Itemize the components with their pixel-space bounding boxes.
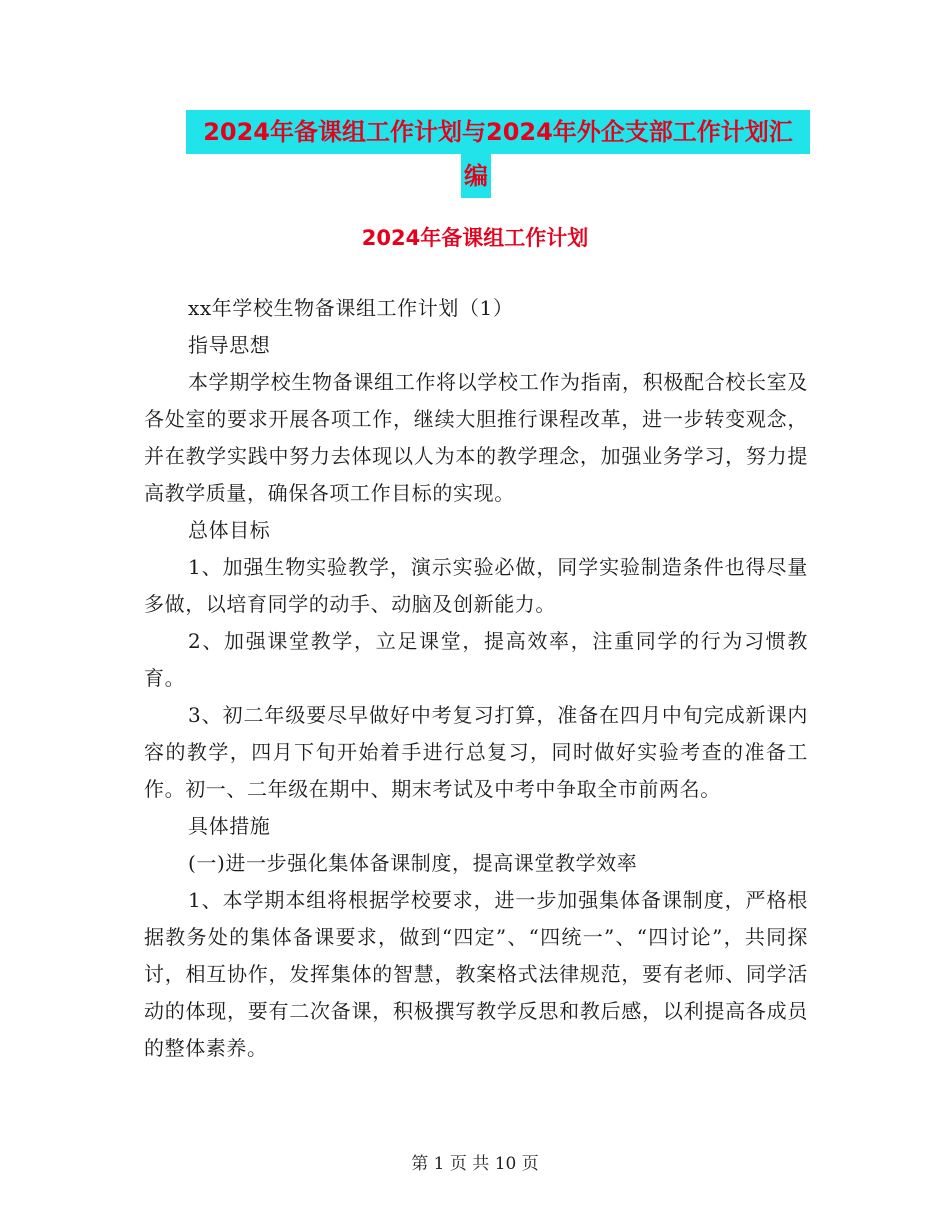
plan-subtitle: xx年学校生物备课组工作计划（1） — [188, 296, 514, 320]
document-title-line-2: 编 — [461, 154, 491, 198]
paragraph-goal-2: 2、加强课堂教学，立足课堂，提高效率，注重同学的行为习惯教育。 — [144, 629, 808, 690]
section-title: 2024年备课组工作计划 — [361, 226, 589, 250]
paragraph-goal-1: 1、加强生物实验教学，演示实验必做，同学实验制造条件也得尽量多做，以培育同学的动手、动脑及创新能力。 — [144, 555, 808, 616]
heading-specific-measures: 具体措施 — [188, 814, 271, 838]
heading-measure-1: (一)进一步强化集体备课制度，提高课堂教学效率 — [188, 851, 638, 875]
page-footer: 第 1 页 共 10 页 — [411, 1154, 539, 1174]
paragraph-goal-3: 3、初二年级要尽早做好中考复习打算，准备在四月中旬完成新课内容的教学，四月下旬开始着手进行总复习，同时做好实验考查的准备工作。初一、二年级在期中、期末考试及中考中争取全市前两名。 — [144, 703, 808, 801]
paragraph-measure-1-1: 1、本学期本组将根据学校要求，进一步加强集体备课制度，严格根据教务处的集体备课要求，做到“四定”、“四统一”、“四讨论”，共同探讨，相互协作，发挥集体的智慧，教案格式法律规范，要有老师、同学活动的体现，要有二次备课，积极撰写教学反思和教后感，以利提高各成员的整体素养。 — [144, 888, 808, 1060]
document-body — [144, 290, 808, 1067]
document-title-line-1: 2024年备课组工作计划与2024年外企支部工作计划汇 — [186, 110, 810, 154]
heading-guiding-thought: 指导思想 — [188, 333, 271, 357]
paragraph-guiding-thought: 本学期学校生物备课组工作将以学校工作为指南，积极配合校长室及各处室的要求开展各项工作，继续大胆推行课程改革，进一步转变观念，并在教学实践中努力去体现以人为本的教学理念，加强业务学习，努力提高教学质量，确保各项工作目标的实现。 — [144, 370, 808, 505]
heading-overall-goals: 总体目标 — [188, 518, 271, 542]
